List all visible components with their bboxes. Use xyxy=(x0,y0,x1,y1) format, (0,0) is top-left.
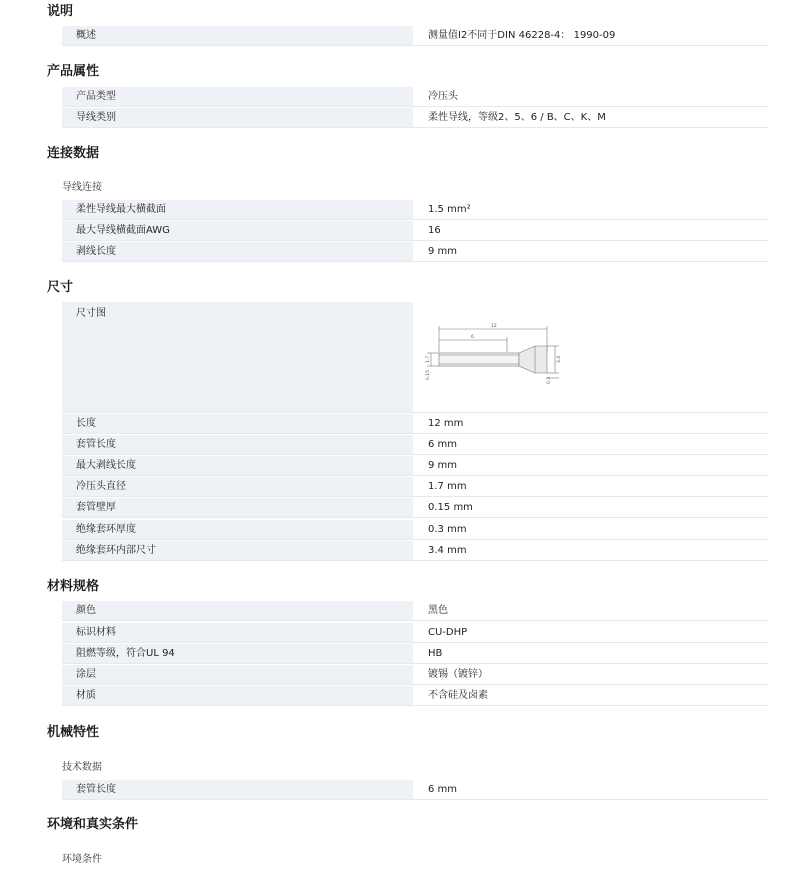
row-value: 9 mm xyxy=(413,456,768,475)
row-value: 1.5 mm² xyxy=(413,200,768,219)
row-label: 颜色 xyxy=(62,601,413,620)
row-value: 1.7 mm xyxy=(413,477,768,496)
row-label: 套管壁厚 xyxy=(62,498,413,517)
table-row xyxy=(62,541,768,561)
row-label: 最大剥线长度 xyxy=(62,456,413,475)
dim-sleeve-length: 6 xyxy=(471,335,474,340)
subsection-title-technical-data: 技术数据 xyxy=(62,762,102,773)
table-row xyxy=(62,780,768,800)
section-title-description: 说明 xyxy=(47,4,74,19)
table-row xyxy=(62,456,768,476)
table-row-drawing xyxy=(62,302,768,413)
table-row xyxy=(62,644,768,664)
row-label: 涂层 xyxy=(62,665,413,684)
table-row xyxy=(62,686,768,706)
dim-collar-thickness: 0.3 xyxy=(547,376,552,384)
row-value-drawing xyxy=(413,302,768,412)
row-value: 测量值I2不同于DIN 46228-4： 1990-09 xyxy=(413,26,768,45)
row-label: 尺寸图 xyxy=(62,302,413,412)
row-value: HB xyxy=(413,644,768,663)
row-label: 产品类型 xyxy=(62,87,413,106)
section-title-dimensions: 尺寸 xyxy=(47,280,74,295)
subsection-title-wire-connection: 导线连接 xyxy=(62,182,102,193)
table-row xyxy=(62,665,768,685)
row-label: 概述 xyxy=(62,26,413,45)
table-row xyxy=(62,498,768,518)
row-label: 最大导线横截面AWG xyxy=(62,221,413,240)
table-row xyxy=(62,601,768,621)
table-row xyxy=(62,108,768,128)
row-label: 套管长度 xyxy=(62,780,413,799)
row-value: 柔性导线，等级2、5、6 / B、C、K、M xyxy=(413,108,768,127)
section-title-connection-data: 连接数据 xyxy=(47,146,100,161)
row-value: 16 xyxy=(413,221,768,240)
row-label: 冷压头直径 xyxy=(62,477,413,496)
dim-collar-inner: 3.4 xyxy=(557,355,562,363)
table-row xyxy=(62,520,768,540)
table-row xyxy=(62,200,768,220)
section-title-material: 材料规格 xyxy=(47,579,100,594)
row-value: 6 mm xyxy=(413,435,768,454)
table-row xyxy=(62,414,768,434)
row-label: 长度 xyxy=(62,414,413,433)
row-label: 剥线长度 xyxy=(62,242,413,261)
row-value: 6 mm xyxy=(413,780,768,799)
table-row xyxy=(62,26,768,46)
row-label: 材质 xyxy=(62,686,413,705)
table-row xyxy=(62,477,768,497)
dimension-drawing xyxy=(419,316,569,396)
row-value: 黑色 xyxy=(413,601,768,620)
dim-wall-thickness: 0.15 xyxy=(426,369,431,380)
row-value: 0.15 mm xyxy=(413,498,768,517)
row-value: 12 mm xyxy=(413,414,768,433)
row-value: 3.4 mm xyxy=(413,541,768,560)
section-title-product-properties: 产品属性 xyxy=(47,64,100,79)
row-value: CU-DHP xyxy=(413,623,768,642)
row-label: 导线类别 xyxy=(62,108,413,127)
table-row xyxy=(62,87,768,107)
row-value: 不含硅及卤素 xyxy=(413,686,768,705)
row-label: 绝缘套环内部尺寸 xyxy=(62,541,413,560)
row-label: 柔性导线最大横截面 xyxy=(62,200,413,219)
row-value: 冷压头 xyxy=(413,87,768,106)
dim-total-length: 12 xyxy=(491,324,497,329)
row-value: 0.3 mm xyxy=(413,520,768,539)
section-title-mechanical: 机械特性 xyxy=(47,725,100,740)
row-label: 套管长度 xyxy=(62,435,413,454)
subsection-title-environment-conditions: 环境条件 xyxy=(62,854,102,865)
table-row xyxy=(62,221,768,241)
row-label: 标识材料 xyxy=(62,623,413,642)
row-value: 镀锡（镀锌） xyxy=(413,665,768,684)
row-label: 绝缘套环厚度 xyxy=(62,520,413,539)
row-value: 9 mm xyxy=(413,242,768,261)
table-row xyxy=(62,242,768,262)
section-title-environment: 环境和真实条件 xyxy=(47,817,139,832)
table-row xyxy=(62,435,768,455)
row-label: 阻燃等级，符合UL 94 xyxy=(62,644,413,663)
table-row xyxy=(62,623,768,643)
dim-crimp-diameter: 1.7 xyxy=(426,355,431,363)
